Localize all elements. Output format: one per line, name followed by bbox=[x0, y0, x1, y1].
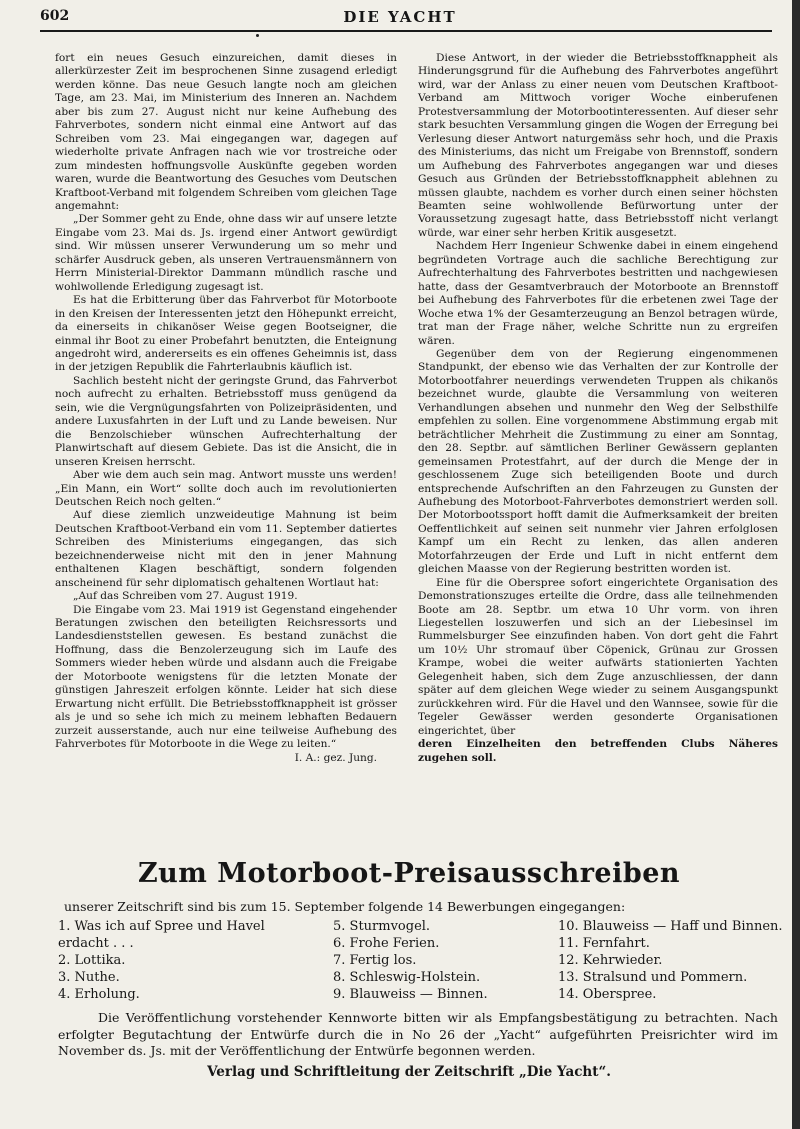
paragraph: Es hat die Erbitterung über das Fahrverbot für Motorboote in den Kreisen der Interessenten jetzt den Höhepunkt erreicht, da einerseits in chikanöser Weise gegen Bootseigner, die einmal ihr Boot zu einer Probefahrt benutzten, die Enteignung angedroht wird, andererseits es ein offenes Geheimnis ist, dass in der jetzigen Republik die Fahrterlaubnis käuflich ist. bbox=[55, 294, 397, 374]
entries-column-2 bbox=[333, 918, 543, 1003]
scan-edge bbox=[792, 0, 800, 1129]
left-column bbox=[55, 52, 397, 765]
entry-item: 12. Kehrwieder. bbox=[558, 953, 663, 968]
contest-notice: Die Veröffentlichung vorstehender Kennworte bitten wir als Empfangsbestätigung zu betrachten. Nach erfolgter Begutachtung der Entwürfe durch die in No 26 der „Yacht“ aufgeführten Preisrichter wird im November ds. Js. mit der Veröffentlichung der Entwürfe begonnen werden. bbox=[58, 1010, 778, 1058]
paragraph: deren Einzelheiten den betreffenden Clubs Näheres zugehen soll. bbox=[418, 738, 778, 764]
entry-item: 3. Nuthe. bbox=[58, 970, 120, 985]
entry-item: 4. Erholung. bbox=[58, 987, 140, 1002]
entry-item: 14. Oberspree. bbox=[558, 987, 657, 1002]
paragraph: Diese Antwort, in der wieder die Betriebsstoffknappheit als Hinderungsgrund für die Aufhebung des Fahrverbotes angeführt wird, war der Anlass zu einer neuen vom Deutschen Kraftboot-Verband am Mittwoch voriger Woche einberufenen Protestversammlung der Motorbootinteressenten. Auf dieser sehr stark besuchten Versammlung gingen die Wogen der Erregung bei Verlesung dieser Antwort naturgemäss sehr hoch, und die Praxis des Ministeriums, das nicht um Freigabe von Brennstoff, sondern um Aufhebung des Fahrverbotes angegangen war und dieses Gesuch aus Gründen der Betriebsstoffknappheit ablehnen zu müssen glaubte, nachdem es vorher durch einen seiner höchsten Beamten seine wohlwollende Befürwortung unter der Voraussetzung zugesagt hatte, dass Betriebsstoff nicht verlangt würde, war einer sehr herben Kritik ausgesetzt. bbox=[418, 52, 778, 239]
paragraph: Aber wie dem auch sein mag. Antwort musste uns werden! „Ein Mann, ein Wort“ sollte doch auch im revolutionierten Deutschen Reich noch gelten.“ bbox=[55, 469, 397, 508]
contest-title: Zum Motorboot-Preisausschreiben bbox=[137, 858, 681, 889]
journal-title: DIE YACHT bbox=[343, 8, 457, 26]
header-rule bbox=[40, 30, 772, 32]
paragraph: „Auf das Schreiben vom 27. August 1919. bbox=[73, 590, 298, 603]
paragraph: Eine für die Oberspree sofort eingerichtete Organisation des Demonstrationszuges erteilte die Ordre, dass alle teilnehmenden Boote am 28. Septbr. um etwa 10 Uhr vorm. von ihren Liegestellen loszuwerfen und sich an der Liebesinsel im Rummelsburger See einzufinden haben. Von dort geht die Fahrt um 10½ Uhr stromauf über Cöpenick, Grünau zur Grossen Krampe, wobei die weiter aufwärts stationierten Yachten Gelegenheit haben, sich dem Zuge anzuschliessen, der dann später auf dem gleichen Wege wieder zu seinem Ausgangspunkt zurückkehren wird. Für die Havel und den Wannsee, sowie für die Tegeler Gewässer werden gesonderte Organisationen eingerichtet, über bbox=[418, 576, 778, 737]
page-number: 602 bbox=[40, 8, 70, 24]
entries-column-3 bbox=[558, 918, 788, 1003]
paragraph: Die Eingabe vom 23. Mai 1919 ist Gegenstand eingehender Beratungen zwischen den beteiligten Reichsressorts und Landesdienststellen gewesen. Es bestand zunächst die Hoffnung, dass die Benzolerzeugung sich im Laufe des Sommers wieder heben würde und alsdann auch die Freigabe der Motorboote wenigstens für die letzten Monate der günstigen Jahreszeit erfolgen könnte. Leider hat sich diese Erwartung nicht erfüllt. Die Betriebsstoffknappheit ist grösser als je und so sehe ich mich zu meinem lebhaften Bedauern zurzeit ausserstande, auch nur eine teilweise Aufhebung des Fahrverbotes für Motorboote in die Wege zu leiten.“ bbox=[55, 603, 397, 751]
paragraph: Sachlich besteht nicht der geringste Grund, das Fahrverbot noch aufrecht zu erhalten. Betriebsstoff muss genügend da sein, wie die Vergnügungsfahrten von Polizeipräsidenten, und andere Luxusfahrten in der Luft und zu Lande beweisen. Nur die Benzolschieber wünschen Aufrechterhaltung der Planwirtschaft auf diesem Gebiete. Das ist die Ansicht, die in unseren Kreisen herrscht. bbox=[55, 374, 397, 468]
paragraph: fort ein neues Gesuch einzureichen, damit dieses in allerkürzester Zeit im besprochenen Sinne zusagend erledigt werden könne. Das neue Gesuch langte noch am gleichen Tage, am 23. Mai, im Ministerium des Inneren an. Nachdem aber bis zum 27. August nicht nur keine Aufhebung des Fahrverbotes, sondern nicht einmal eine Antwort auf das Schreiben vom 23. Mai eingegangen war, dagegen auf wiederholte private Anfragen nach wie vor trostreiche oder zum mindesten hoffnungsvolle Auskünfte gegeben worden waren, wurde die Beantwortung des Gesuches vom Deutschen Kraftboot-Verband mit folgendem Schreiben vom gleichen Tage angemahnt: bbox=[55, 52, 397, 212]
entry-item: 5. Sturmvogel. bbox=[333, 919, 431, 934]
contest-signature: Verlag und Schriftleitung der Zeitschrift „Die Yacht“. bbox=[207, 1063, 611, 1080]
paragraph: Auf diese ziemlich unzweideutige Mahnung ist beim Deutschen Kraftboot-Verband ein vom 11. September datiertes Schreiben des Ministeriums eingegangen, das sich bezeichnenderweise nicht mit den in jener Mahnung enthaltenen Klagen beschäftigt, sondern folgenden anscheinend für sehr diplomatisch gehaltenen Wortlaut hat: bbox=[55, 509, 397, 589]
entry-item: 8. Schleswig-Holstein. bbox=[333, 970, 481, 985]
contest-intro: unserer Zeitschrift sind bis zum 15. September folgende 14 Bewerbungen eingegangen: bbox=[64, 899, 626, 914]
entry-item: 6. Frohe Ferien. bbox=[333, 936, 440, 951]
entry-item: 2. Lottika. bbox=[58, 953, 126, 968]
right-column bbox=[418, 52, 778, 765]
contest-announcement bbox=[40, 858, 783, 1080]
entry-item: 13. Stralsund und Pommern. bbox=[558, 970, 748, 985]
ornament-dot bbox=[256, 34, 259, 37]
paragraph: „Der Sommer geht zu Ende, ohne dass wir auf unsere letzte Eingabe vom 23. Mai ds. Js. irgend einer Antwort gewürdigt sind. Wir müssen unserer Verwunderung um so mehr und schärfer Ausdruck geben, als unseren Vertrauensmännern von Herrn Ministerial-Direktor Dammann mündlich rasche und wohlwollende Erledigung zugesagt ist. bbox=[55, 213, 397, 293]
paragraph: Nachdem Herr Ingenieur Schwenke dabei in einem eingehend begründeten Vortrage auch die sachliche Berechtigung zur Aufrechterhaltung des Fahrverbotes bestritten und nachgewiesen hatte, dass der Gesamtverbrauch der Motorboote an Brennstoff bei Aufhebung des Fahrverbotes für die erbetenen zwei Tage der Woche etwa 1% der Gesamterzeugung an Benzol betragen würde, trat man der Frage näher, welche Schritte nun zu ergreifen wären. bbox=[418, 240, 778, 347]
entry-item: 10. Blauweiss — Haff und Binnen. bbox=[558, 919, 783, 934]
entries-list bbox=[40, 918, 783, 1002]
entry-item: 11. Fernfahrt. bbox=[558, 936, 650, 951]
entries-column-1 bbox=[58, 918, 318, 1003]
entry-item: 9. Blauweiss — Binnen. bbox=[333, 987, 488, 1002]
page-header bbox=[40, 8, 760, 30]
entry-item: 1. Was ich auf Spree und Havel bbox=[58, 919, 265, 934]
paragraph: Gegenüber dem von der Regierung eingenommenen Standpunkt, der ebenso wie das Verhalten der zur Kontrolle der Motorbootfahrer neuerdings verwendeten Truppen als chikanös bezeichnet wurde, glaubte die Versammlung von weiteren Verhandlungen absehen und nunmehr den Weg der Selbsthilfe empfehlen zu sollen. Eine vorgenommene Abstimmung ergab mit beträchtlicher Mehrheit die Zustimmung zu einer am Sonntag, den 28. Septbr. auf sämtlichen Berliner Gewässern geplanten gemeinsamen Protestfahrt, auf der durch die Menge der in geschlossenem Zuge sich beteiligenden Boote und durch entsprechende Aufschriften an den Fahrzeugen zu Gunsten der Aufhebung des Motorboot-Fahrverbotes demonstriert werden soll. Der Motorbootssport hofft damit die Aufmerksamkeit der breiten Oeffentlichkeit auf seinen seit nunmehr vier Jahren erfolglosen Kampf um ein Recht zu lenken, das allen anderen Motorfahrzeugen der Erde und Luft in nicht entfernt dem gleichen Maasse von der Regierung bestritten worden ist. bbox=[418, 347, 778, 576]
entry-item: erdacht . . . bbox=[58, 936, 134, 951]
entry-item: 7. Fertig los. bbox=[333, 953, 417, 968]
paragraph: I. A.: gez. Jung. bbox=[294, 751, 377, 764]
